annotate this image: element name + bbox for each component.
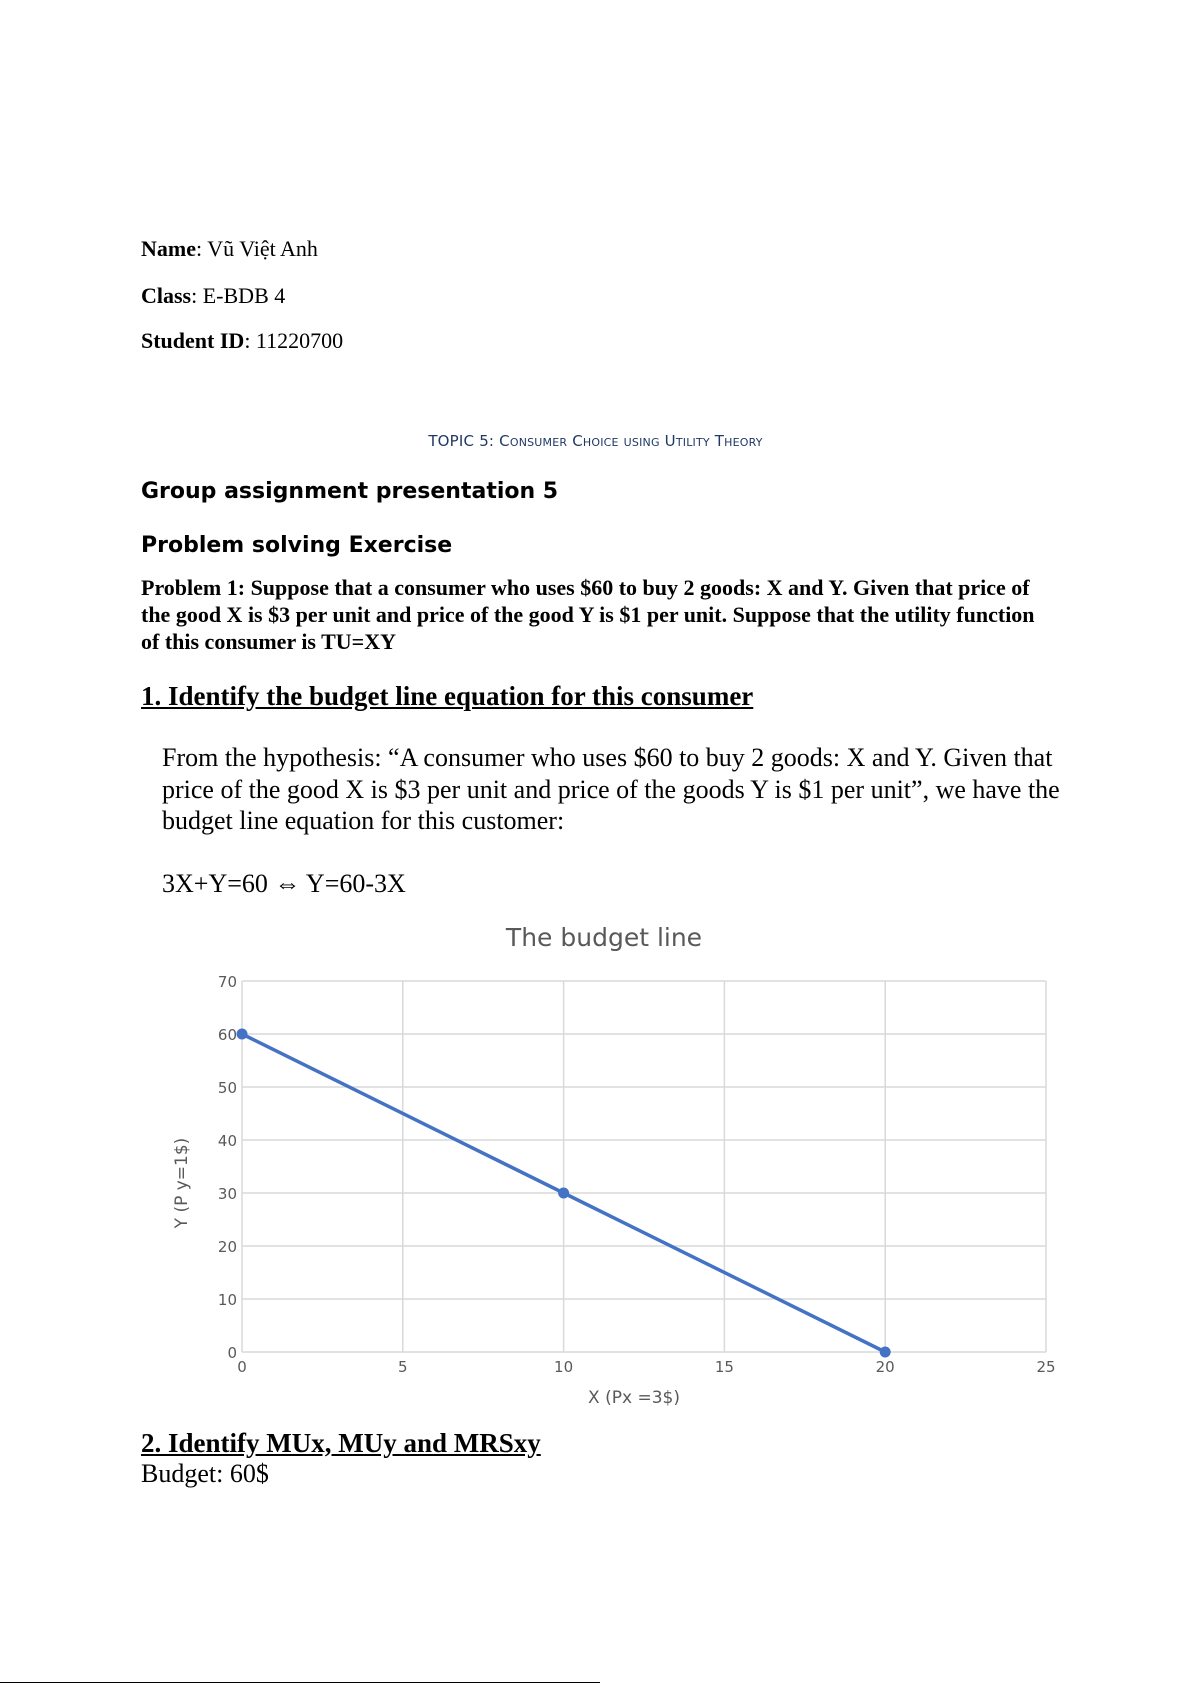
x-tick-label: 15 <box>714 1358 734 1376</box>
group-heading: Group assignment presentation 5 <box>141 479 559 504</box>
y-tick-label: 40 <box>217 1132 237 1150</box>
x-tick-label: 20 <box>875 1358 895 1376</box>
class-label: Class <box>141 283 192 308</box>
section2-heading: 2. Identify MUx, MUy and MRSxy <box>141 1428 541 1458</box>
y-tick-label: 70 <box>217 973 237 991</box>
topic-title: TOPIC 5: Consumer Choice using Utility Theory <box>428 432 763 450</box>
budget-text: Budget: 60$ <box>141 1459 269 1488</box>
x-tick-label: 5 <box>398 1358 408 1376</box>
student-id <box>141 328 343 354</box>
y-tick-label: 10 <box>217 1291 237 1309</box>
section1-heading: 1. Identify the budget line equation for this consumer <box>141 681 754 711</box>
class-value: : E-BDB 4 <box>191 283 286 308</box>
x-tick-label: 0 <box>237 1358 247 1376</box>
data-point <box>237 1029 248 1040</box>
y-tick-label: 30 <box>217 1185 237 1203</box>
section1-paragraph: From the hypothesis: “A consumer who uses $60 to buy 2 goods: X and Y. Given that price of the good X is $3 per unit and price of the goods Y is $1 per unit”, we have the budget line equation for this customer: <box>162 743 1060 835</box>
student-class <box>141 283 285 309</box>
student-name <box>141 236 318 262</box>
y-tick-label: 60 <box>217 1026 237 1044</box>
y-tick-label: 50 <box>217 1079 237 1097</box>
problem-statement: Problem 1: Suppose that a consumer who uses $60 to buy 2 goods: X and Y. Given that price of the good X is $3 per unit and price of the good Y is $1 per unit. Suppose that the utility function of this consumer is TU=XY <box>141 575 1035 654</box>
data-point <box>880 1347 891 1358</box>
footnote-separator <box>0 1682 600 1683</box>
y-axis-title: Y (P y=1$) <box>172 1137 192 1229</box>
y-tick-label: 0 <box>227 1344 237 1362</box>
data-point <box>558 1188 569 1199</box>
budget-equation: 3X+Y=60 ⇔ Y=60-3X <box>162 869 406 898</box>
id-value: : 11220700 <box>244 328 344 353</box>
name-label: Name <box>141 236 196 261</box>
x-tick-label: 10 <box>554 1358 574 1376</box>
id-label: Student ID <box>141 328 245 353</box>
name-value: : Vũ Việt Anh <box>195 236 318 261</box>
x-tick-label: 25 <box>1036 1358 1056 1376</box>
x-axis-title: X (Px =3$) <box>588 1388 680 1408</box>
budget-line-chart <box>0 900 1191 1420</box>
exercise-heading: Problem solving Exercise <box>141 533 453 558</box>
y-tick-label: 20 <box>217 1238 237 1256</box>
chart-title: The budget line <box>505 923 703 952</box>
